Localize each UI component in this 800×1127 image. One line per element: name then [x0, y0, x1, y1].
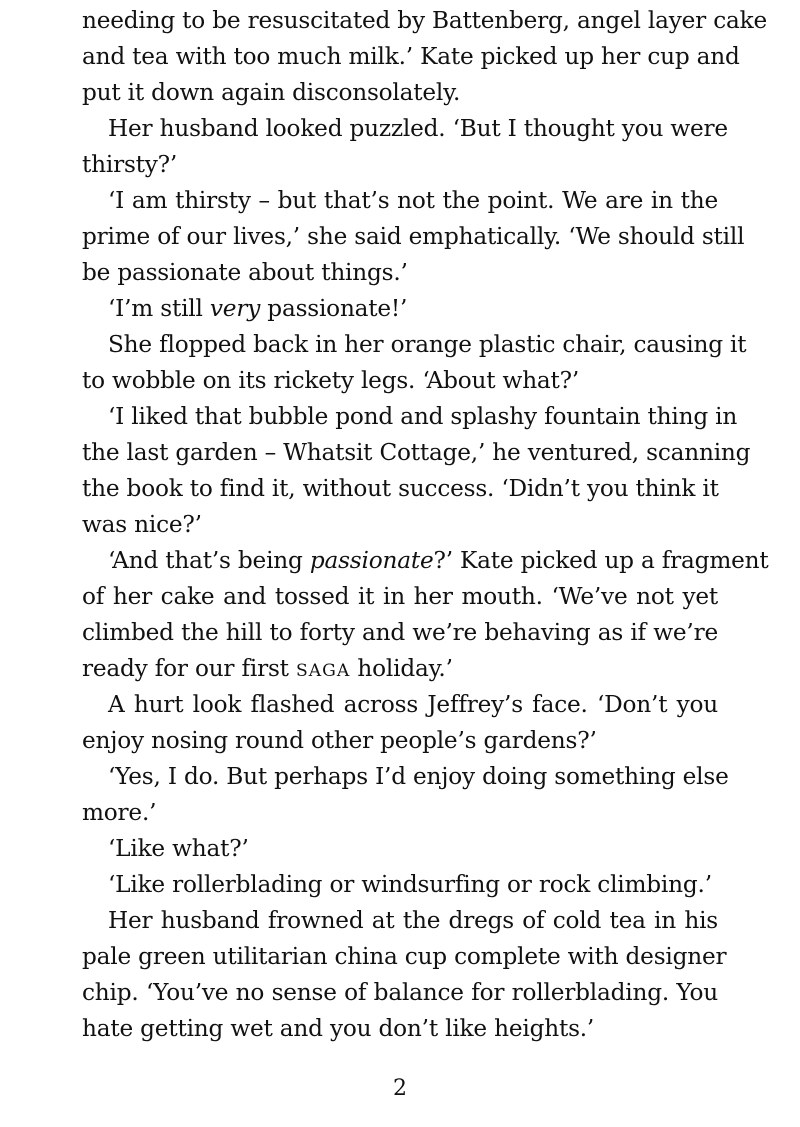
- emphasis-text: passionate: [309, 547, 434, 574]
- text-line: A hurt look flashed across Jeffrey’s face. ‘Don’t you: [108, 691, 718, 718]
- text-line: be passionate about things.’: [82, 259, 408, 286]
- text-line: [82, 291, 718, 327]
- text-line: pale green utilitarian china cup complete with designer: [82, 943, 727, 970]
- text-line: more.’: [82, 799, 157, 826]
- text-line: hate getting wet and you don’t like heights.’: [82, 1015, 595, 1042]
- text-segment: ‘I’m still: [108, 295, 210, 322]
- book-page-text: [82, 3, 769, 1047]
- text-line: and tea with too much milk.’ Kate picked up her cup and: [82, 43, 740, 70]
- text-segment: holiday.’: [350, 655, 453, 682]
- text-line: ‘Like what?’: [108, 835, 249, 862]
- text-line: put it down again disconsolately.: [82, 79, 461, 106]
- text-line: Her husband looked puzzled. ‘But I thought you were: [108, 115, 728, 142]
- text-segment: ‘And that’s being: [108, 547, 310, 574]
- text-line: needing to be resuscitated by Battenberg, angel layer cake: [82, 7, 768, 34]
- text-line: the last garden – Whatsit Cottage,’ he ventured, scanning: [82, 439, 751, 466]
- text-line: [82, 543, 769, 579]
- text-line: enjoy nosing round other people’s gardens?’: [82, 727, 597, 754]
- text-line: [82, 651, 718, 687]
- text-segment: ?’ Kate picked up a fragment: [433, 547, 769, 574]
- emphasis-text: very: [209, 295, 261, 322]
- text-segment: ready for our first: [82, 655, 296, 682]
- text-line: Her husband frowned at the dregs of cold tea in his: [108, 907, 718, 934]
- text-line: was nice?’: [82, 511, 202, 538]
- text-line: the book to find it, without success. ‘Didn’t you think it: [82, 475, 719, 502]
- text-line: thirsty?’: [82, 151, 178, 178]
- text-segment: passionate!’: [260, 295, 408, 322]
- text-line: of her cake and tossed it in her mouth. ‘We’ve not yet: [82, 583, 718, 610]
- text-line: climbed the hill to forty and we’re behaving as if we’re: [82, 619, 718, 646]
- text-line: chip. ‘You’ve no sense of balance for rollerblading. You: [82, 979, 718, 1006]
- text-line: to wobble on its rickety legs. ‘About what?’: [82, 367, 580, 394]
- small-caps-text: SAGA: [295, 661, 351, 681]
- text-line: ‘I am thirsty – but that’s not the point. We are in the: [108, 187, 718, 214]
- text-line: ‘I liked that bubble pond and splashy fountain thing in: [108, 403, 738, 430]
- text-line: prime of our lives,’ she said emphatically. ‘We should still: [82, 223, 745, 250]
- text-line: ‘Like rollerblading or windsurfing or rock climbing.’: [108, 871, 712, 898]
- text-line: She flopped back in her orange plastic chair, causing it: [108, 331, 747, 358]
- page-number: 2: [393, 1076, 407, 1101]
- text-line: ‘Yes, I do. But perhaps I’d enjoy doing something else: [108, 763, 729, 790]
